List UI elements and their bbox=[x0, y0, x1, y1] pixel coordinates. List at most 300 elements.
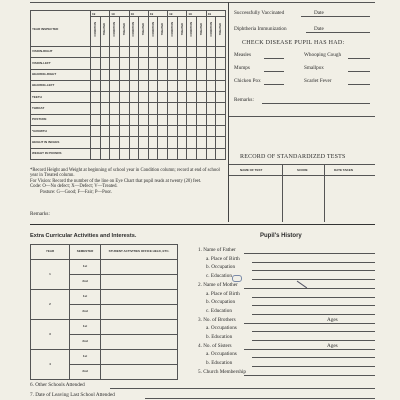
mother-occupation-line[interactable] bbox=[252, 305, 375, 306]
exam-cell[interactable] bbox=[110, 47, 120, 58]
exam-subheader-cell bbox=[139, 17, 149, 47]
exam-cell[interactable] bbox=[168, 80, 178, 91]
other-schools-line bbox=[110, 388, 375, 389]
exam-row-label: POSTURE bbox=[31, 114, 91, 125]
exam-row-label: WEIGHT IN POUNDS bbox=[31, 148, 91, 159]
exam-cell[interactable] bbox=[119, 47, 129, 58]
exam-cell[interactable] bbox=[206, 148, 216, 159]
note-posture: Posture: G—Good; F—Fair; P—Poor. bbox=[40, 189, 112, 195]
exam-cell[interactable] bbox=[177, 58, 187, 69]
exam-subheader-cell bbox=[216, 17, 226, 47]
exam-cell[interactable] bbox=[91, 126, 101, 137]
other-schools-label: 6. Other Schools Attended bbox=[30, 382, 85, 388]
exam-cell[interactable] bbox=[110, 114, 120, 125]
vacc-fill-line bbox=[301, 16, 329, 17]
exam-cell[interactable] bbox=[119, 137, 129, 148]
exam-cell[interactable] bbox=[158, 148, 168, 159]
sisters-occupation-line-label: a. Occupations bbox=[206, 351, 237, 358]
exam-cell[interactable] bbox=[187, 92, 197, 103]
exam-cell[interactable] bbox=[158, 47, 168, 58]
exam-row bbox=[31, 69, 226, 80]
exam-cell[interactable] bbox=[119, 148, 129, 159]
exam-cell[interactable] bbox=[91, 80, 101, 91]
exam-cell[interactable] bbox=[129, 80, 139, 91]
activities-entry-cell[interactable] bbox=[101, 260, 178, 275]
exam-cell[interactable] bbox=[100, 137, 110, 148]
leaving-date-line bbox=[145, 398, 375, 399]
exam-cell[interactable] bbox=[148, 92, 158, 103]
vaccinated-label: Successfully Vaccinated bbox=[234, 10, 285, 16]
exam-cell[interactable] bbox=[177, 69, 187, 80]
exam-cell[interactable] bbox=[216, 103, 226, 114]
brothers-line-label: 3. No. of Brothers bbox=[198, 316, 236, 323]
exam-cell[interactable] bbox=[100, 58, 110, 69]
exam-cell[interactable] bbox=[91, 103, 101, 114]
exam-cell[interactable] bbox=[129, 114, 139, 125]
sisters-line[interactable] bbox=[244, 349, 375, 350]
brothers-education-line-label: b. Education bbox=[206, 334, 233, 340]
exam-cell[interactable] bbox=[206, 80, 216, 91]
exam-cell[interactable] bbox=[168, 58, 178, 69]
exam-cell[interactable] bbox=[197, 92, 207, 103]
mother-occupation-line-label: b. Occupation bbox=[206, 299, 236, 306]
exam-cell[interactable] bbox=[197, 114, 207, 125]
tests-vline-2 bbox=[324, 164, 325, 222]
exam-row bbox=[31, 92, 226, 103]
exam-cell[interactable] bbox=[206, 126, 216, 137]
exam-subheader-label: TREATED bbox=[161, 23, 165, 36]
activities-entry-cell[interactable] bbox=[101, 320, 178, 335]
exam-cell[interactable] bbox=[216, 47, 226, 58]
history-title: Pupil's History bbox=[260, 233, 302, 239]
exam-cell[interactable] bbox=[100, 126, 110, 137]
exam-cell[interactable] bbox=[139, 69, 149, 80]
vaccinated-date-label: Date bbox=[314, 10, 324, 16]
mother-education-line-label: c. Education bbox=[206, 307, 232, 314]
sisters-education-line[interactable] bbox=[252, 366, 375, 367]
exam-year-cell: 19 bbox=[206, 11, 225, 17]
exam-row-label: HEARING-RIGHT bbox=[31, 69, 91, 80]
exam-subheader-label: CONDITION bbox=[132, 21, 136, 37]
exam-subheader-cell bbox=[168, 17, 178, 47]
exam-cell[interactable] bbox=[158, 114, 168, 125]
exam-cell[interactable] bbox=[129, 148, 139, 159]
activities-body bbox=[31, 260, 178, 380]
activities-semester-cell: 2nd bbox=[70, 335, 101, 350]
exam-cell[interactable] bbox=[100, 148, 110, 159]
exam-cell[interactable] bbox=[187, 148, 197, 159]
exam-cell[interactable] bbox=[139, 103, 149, 114]
exam-cell[interactable] bbox=[91, 69, 101, 80]
top-rule bbox=[30, 2, 375, 3]
exam-cell[interactable] bbox=[148, 47, 158, 58]
exam-cell[interactable] bbox=[168, 47, 178, 58]
tests-vline-1 bbox=[282, 164, 283, 222]
exam-subheader-label: TREATED bbox=[103, 23, 107, 36]
notes-block bbox=[30, 168, 226, 195]
exam-cell[interactable] bbox=[197, 58, 207, 69]
exam-year-cell: 19 bbox=[187, 11, 206, 17]
diph-fill-line bbox=[306, 32, 328, 33]
disease-label: Chicken Pox bbox=[234, 78, 261, 84]
exam-cell[interactable] bbox=[216, 92, 226, 103]
exam-cell[interactable] bbox=[168, 137, 178, 148]
exam-cell[interactable] bbox=[168, 148, 178, 159]
activities-entry-cell[interactable] bbox=[101, 365, 178, 380]
health-exam-table bbox=[30, 10, 226, 160]
exam-subheader-label: CONDITION bbox=[93, 21, 97, 37]
activities-row bbox=[31, 350, 178, 365]
exam-cell[interactable] bbox=[148, 58, 158, 69]
activities-year-cell: 4 bbox=[31, 350, 70, 380]
exam-cell[interactable] bbox=[177, 103, 187, 114]
exam-cell[interactable] bbox=[100, 80, 110, 91]
exam-cell[interactable] bbox=[148, 137, 158, 148]
tests-rule-top bbox=[229, 164, 375, 165]
exam-row bbox=[31, 47, 226, 58]
exam-cell[interactable] bbox=[110, 103, 120, 114]
exam-cell[interactable] bbox=[197, 148, 207, 159]
exam-cell[interactable] bbox=[187, 47, 197, 58]
exam-cell[interactable] bbox=[91, 137, 101, 148]
exam-cell[interactable] bbox=[148, 69, 158, 80]
activities-row bbox=[31, 320, 178, 335]
exam-cell[interactable] bbox=[177, 92, 187, 103]
father-line-label: 1. Name of Father bbox=[198, 247, 236, 253]
exam-subheader-label: TREATED bbox=[180, 23, 184, 36]
exam-cell[interactable] bbox=[129, 137, 139, 148]
exam-cell[interactable] bbox=[206, 47, 216, 58]
exam-row-label: THROAT bbox=[31, 103, 91, 114]
disease-fill-line bbox=[348, 84, 370, 85]
activities-entry-cell[interactable] bbox=[101, 305, 178, 320]
exam-cell[interactable] bbox=[206, 92, 216, 103]
mother-birth-line-label: a. Place of Birth bbox=[206, 290, 240, 297]
tests-col-name: NAME OF TEST bbox=[240, 168, 263, 172]
exam-cell[interactable] bbox=[206, 69, 216, 80]
exam-cell[interactable] bbox=[158, 103, 168, 114]
leaving-date-label: 7. Date of Leaving Last School Attended bbox=[30, 392, 115, 398]
exam-cell[interactable] bbox=[119, 103, 129, 114]
exam-cell[interactable] bbox=[187, 114, 197, 125]
exam-row bbox=[31, 137, 226, 148]
exam-cell[interactable] bbox=[197, 137, 207, 148]
year-inspected-header: YEAR INSPECTED bbox=[31, 11, 91, 47]
exam-subheader-cell bbox=[110, 17, 120, 47]
exam-subheader-label: TREATED bbox=[199, 23, 203, 36]
vacc-date-fill bbox=[328, 16, 370, 17]
act-col-year: YEAR bbox=[31, 245, 70, 260]
exam-row bbox=[31, 58, 226, 69]
exam-cell[interactable] bbox=[119, 114, 129, 125]
exam-year-cell: 19 bbox=[110, 11, 129, 17]
exam-row-label: *GROWTH bbox=[31, 126, 91, 137]
exam-cell[interactable] bbox=[177, 148, 187, 159]
exam-cell[interactable] bbox=[91, 92, 101, 103]
exam-cell[interactable] bbox=[216, 148, 226, 159]
exam-cell[interactable] bbox=[148, 80, 158, 91]
activities-semester-cell: 2nd bbox=[70, 365, 101, 380]
mother-education-line[interactable] bbox=[252, 314, 375, 315]
brothers-occupation-line-label: a. Occupations bbox=[206, 325, 237, 332]
exam-cell[interactable] bbox=[148, 126, 158, 137]
exam-cell[interactable] bbox=[187, 69, 197, 80]
exam-cell[interactable] bbox=[129, 92, 139, 103]
activities-header-row bbox=[31, 245, 178, 260]
disease-fill-line bbox=[264, 58, 284, 59]
exam-year-cell: 19 bbox=[168, 11, 187, 17]
exam-subheader-label: CONDITION bbox=[113, 21, 117, 37]
diphtheria-label: Diphtheria Immunization bbox=[234, 26, 287, 32]
tests-col-date: DATE TAKEN bbox=[334, 168, 353, 172]
exam-subheader-label: TREATED bbox=[122, 23, 126, 36]
diph-date-fill bbox=[328, 32, 370, 33]
exam-cell[interactable] bbox=[139, 126, 149, 137]
exam-cell[interactable] bbox=[100, 92, 110, 103]
exam-row-label: HEARING-LEFT bbox=[31, 80, 91, 91]
section-separator bbox=[30, 224, 375, 225]
disease-label: Scarlet Fever bbox=[304, 78, 332, 84]
sisters-occupation-line[interactable] bbox=[252, 357, 375, 358]
sisters-line-label: 4. No. of Sisters bbox=[198, 342, 232, 349]
exam-cell[interactable] bbox=[197, 126, 207, 137]
exam-cell[interactable] bbox=[110, 58, 120, 69]
exam-cell[interactable] bbox=[197, 103, 207, 114]
exam-subheader-cell bbox=[177, 17, 187, 47]
exam-row bbox=[31, 114, 226, 125]
exam-cell[interactable] bbox=[216, 58, 226, 69]
exam-cell[interactable] bbox=[177, 80, 187, 91]
father-occupation-line-label: b. Occupation bbox=[206, 264, 236, 271]
exam-cell[interactable] bbox=[216, 114, 226, 125]
exam-cell[interactable] bbox=[168, 114, 178, 125]
mother-line[interactable] bbox=[244, 288, 375, 289]
exam-subheader-cell bbox=[91, 17, 101, 47]
exam-cell[interactable] bbox=[168, 69, 178, 80]
exam-cell[interactable] bbox=[110, 126, 120, 137]
exam-cell[interactable] bbox=[206, 137, 216, 148]
exam-cell[interactable] bbox=[119, 58, 129, 69]
brothers-occupation-line[interactable] bbox=[252, 331, 375, 332]
exam-body bbox=[31, 47, 226, 160]
exam-cell[interactable] bbox=[197, 47, 207, 58]
brothers-line[interactable] bbox=[244, 323, 375, 324]
exam-cell[interactable] bbox=[129, 103, 139, 114]
exam-cell[interactable] bbox=[158, 80, 168, 91]
exam-cell[interactable] bbox=[216, 69, 226, 80]
exam-subheader-cell bbox=[129, 17, 139, 47]
father-line[interactable] bbox=[244, 253, 375, 254]
diphtheria-date-label: Date bbox=[314, 26, 324, 32]
exam-cell[interactable] bbox=[129, 126, 139, 137]
exam-cell[interactable] bbox=[168, 103, 178, 114]
exam-cell[interactable] bbox=[139, 92, 149, 103]
exam-row-label: VISION-RIGHT bbox=[31, 47, 91, 58]
exam-cell[interactable] bbox=[129, 69, 139, 80]
exam-cell[interactable] bbox=[148, 103, 158, 114]
exam-cell[interactable] bbox=[119, 80, 129, 91]
exam-cell[interactable] bbox=[158, 58, 168, 69]
activities-year-cell: 2 bbox=[31, 290, 70, 320]
exam-cell[interactable] bbox=[119, 69, 129, 80]
activities-semester-cell: 1st bbox=[70, 290, 101, 305]
exam-row-label: HEIGHT IN INCHES bbox=[31, 137, 91, 148]
mother-line-label: 2. Name of Mother bbox=[198, 281, 238, 288]
exam-cell[interactable] bbox=[100, 47, 110, 58]
exam-cell[interactable] bbox=[129, 47, 139, 58]
exam-cell[interactable] bbox=[177, 126, 187, 137]
exam-cell[interactable] bbox=[158, 69, 168, 80]
exam-cell[interactable] bbox=[119, 126, 129, 137]
exam-cell[interactable] bbox=[139, 137, 149, 148]
exam-subheader-label: TREATED bbox=[142, 23, 146, 36]
exam-cell[interactable] bbox=[91, 58, 101, 69]
tests-col-score: SCORE bbox=[297, 168, 308, 172]
exam-cell[interactable] bbox=[206, 103, 216, 114]
activities-entry-cell[interactable] bbox=[101, 335, 178, 350]
exam-cell[interactable] bbox=[187, 126, 197, 137]
exam-cell[interactable] bbox=[206, 114, 216, 125]
exam-subheader-cell bbox=[100, 17, 110, 47]
exam-year-cell: 19 bbox=[129, 11, 148, 17]
activities-entry-cell[interactable] bbox=[101, 350, 178, 365]
exam-cell[interactable] bbox=[119, 92, 129, 103]
exam-subheader-cell bbox=[148, 17, 158, 47]
exam-cell[interactable] bbox=[177, 47, 187, 58]
activities-semester-cell: 1st bbox=[70, 350, 101, 365]
exam-subheader-cell bbox=[206, 17, 216, 47]
exam-cell[interactable] bbox=[91, 114, 101, 125]
disease-label: Smallpox bbox=[304, 65, 324, 71]
exam-year-cell: 19 bbox=[91, 11, 110, 17]
activities-semester-cell: 1st bbox=[70, 260, 101, 275]
disease-fill-line bbox=[264, 84, 284, 85]
exam-cell[interactable] bbox=[110, 69, 120, 80]
disease-fill-line bbox=[348, 71, 370, 72]
act-col-activities: STUDENT ACTIVITIES OFFICE HELD, ETC. bbox=[101, 245, 178, 260]
activities-title: Extra Curricular Activities and Interests. bbox=[30, 233, 137, 239]
exam-cell[interactable] bbox=[139, 58, 149, 69]
sisters-education-line-label: b. Education bbox=[206, 360, 233, 367]
disease-label: Mumps bbox=[234, 65, 250, 71]
exam-cell[interactable] bbox=[100, 69, 110, 80]
father-birth-line-label: a. Place of Birth bbox=[206, 255, 240, 262]
vacc-remarks-line bbox=[262, 103, 370, 104]
exam-cell[interactable] bbox=[129, 58, 139, 69]
exam-row bbox=[31, 148, 226, 159]
exam-subheader-cell bbox=[119, 17, 129, 47]
right-separator bbox=[229, 116, 375, 117]
father-education-line[interactable] bbox=[252, 279, 375, 280]
exam-cell[interactable] bbox=[139, 47, 149, 58]
tests-title: RECORD OF STANDARDIZED TESTS bbox=[240, 154, 346, 160]
exam-subheader-label: CONDITION bbox=[170, 21, 174, 37]
exam-subheader-cell bbox=[187, 17, 197, 47]
exam-cell[interactable] bbox=[139, 80, 149, 91]
exam-cell[interactable] bbox=[91, 148, 101, 159]
exam-cell[interactable] bbox=[110, 80, 120, 91]
exam-cell[interactable] bbox=[187, 80, 197, 91]
exam-cell[interactable] bbox=[216, 137, 226, 148]
exam-cell[interactable] bbox=[158, 92, 168, 103]
handwritten-mark bbox=[232, 275, 242, 282]
exam-cell[interactable] bbox=[168, 126, 178, 137]
exam-subheader-label: TREATED bbox=[219, 23, 223, 36]
exam-cell[interactable] bbox=[148, 148, 158, 159]
exam-cell[interactable] bbox=[216, 126, 226, 137]
exam-cell[interactable] bbox=[100, 103, 110, 114]
church-line-label: 5. Church Membership bbox=[198, 368, 246, 375]
exam-cell[interactable] bbox=[187, 58, 197, 69]
exam-cell[interactable] bbox=[187, 137, 197, 148]
church-line[interactable] bbox=[244, 375, 375, 376]
notes-remarks-label: Remarks: bbox=[30, 211, 50, 217]
disease-heading: CHECK DISEASE PUPIL HAS HAD: bbox=[242, 40, 345, 46]
tests-rule-header bbox=[229, 175, 375, 176]
activities-semester-cell: 1st bbox=[70, 320, 101, 335]
disease-label: Measles bbox=[234, 52, 251, 58]
exam-cell[interactable] bbox=[187, 103, 197, 114]
exam-cell[interactable] bbox=[148, 114, 158, 125]
exam-subheader-cell bbox=[197, 17, 207, 47]
vacc-remarks-label: Remarks: bbox=[234, 97, 254, 103]
exam-cell[interactable] bbox=[110, 148, 120, 159]
disease-label: Whooping Cough bbox=[304, 52, 342, 58]
exam-cell[interactable] bbox=[216, 80, 226, 91]
column-divider bbox=[228, 2, 229, 222]
mother-birth-line[interactable] bbox=[252, 297, 375, 298]
ages-label: Ages bbox=[327, 316, 338, 323]
father-birth-line[interactable] bbox=[252, 262, 375, 263]
exam-row bbox=[31, 126, 226, 137]
exam-cell[interactable] bbox=[158, 137, 168, 148]
exam-year-cell: 19 bbox=[148, 11, 167, 17]
activities-year-cell: 3 bbox=[31, 320, 70, 350]
exam-cell[interactable] bbox=[177, 114, 187, 125]
activities-row bbox=[31, 290, 178, 305]
activities-semester-cell: 2nd bbox=[70, 275, 101, 290]
activities-entry-cell[interactable] bbox=[101, 290, 178, 305]
activities-entry-cell[interactable] bbox=[101, 275, 178, 290]
activities-row bbox=[31, 260, 178, 275]
exam-row-label: TEETH bbox=[31, 92, 91, 103]
exam-cell[interactable] bbox=[100, 114, 110, 125]
note-height-weight: *Record Height and Weight at beginning of school year in Condition column; record at end of school year in Treated column. bbox=[30, 168, 220, 179]
brothers-education-line[interactable] bbox=[252, 340, 375, 341]
exam-row bbox=[31, 103, 226, 114]
exam-cell[interactable] bbox=[91, 47, 101, 58]
exam-cell[interactable] bbox=[158, 126, 168, 137]
exam-subheader-label: CONDITION bbox=[190, 21, 194, 37]
father-occupation-line[interactable] bbox=[252, 270, 375, 271]
exam-cell[interactable] bbox=[197, 80, 207, 91]
exam-subheader-label: CONDITION bbox=[209, 21, 213, 37]
note-vision: For Vision: Record the number of the line on Eye Chart that pupil reads at twenty (20) feet. bbox=[30, 178, 202, 184]
exam-cell[interactable] bbox=[168, 92, 178, 103]
exam-cell[interactable] bbox=[197, 69, 207, 80]
disease-fill-line bbox=[264, 71, 284, 72]
exam-cell[interactable] bbox=[139, 148, 149, 159]
exam-cell[interactable] bbox=[206, 58, 216, 69]
exam-cell[interactable] bbox=[139, 114, 149, 125]
exam-cell[interactable] bbox=[110, 92, 120, 103]
activities-semester-cell: 2nd bbox=[70, 305, 101, 320]
exam-cell[interactable] bbox=[177, 137, 187, 148]
exam-cell[interactable] bbox=[110, 137, 120, 148]
exam-subheader-cell bbox=[158, 17, 168, 47]
disease-fill-line bbox=[348, 58, 370, 59]
ages-label: Ages bbox=[327, 342, 338, 349]
